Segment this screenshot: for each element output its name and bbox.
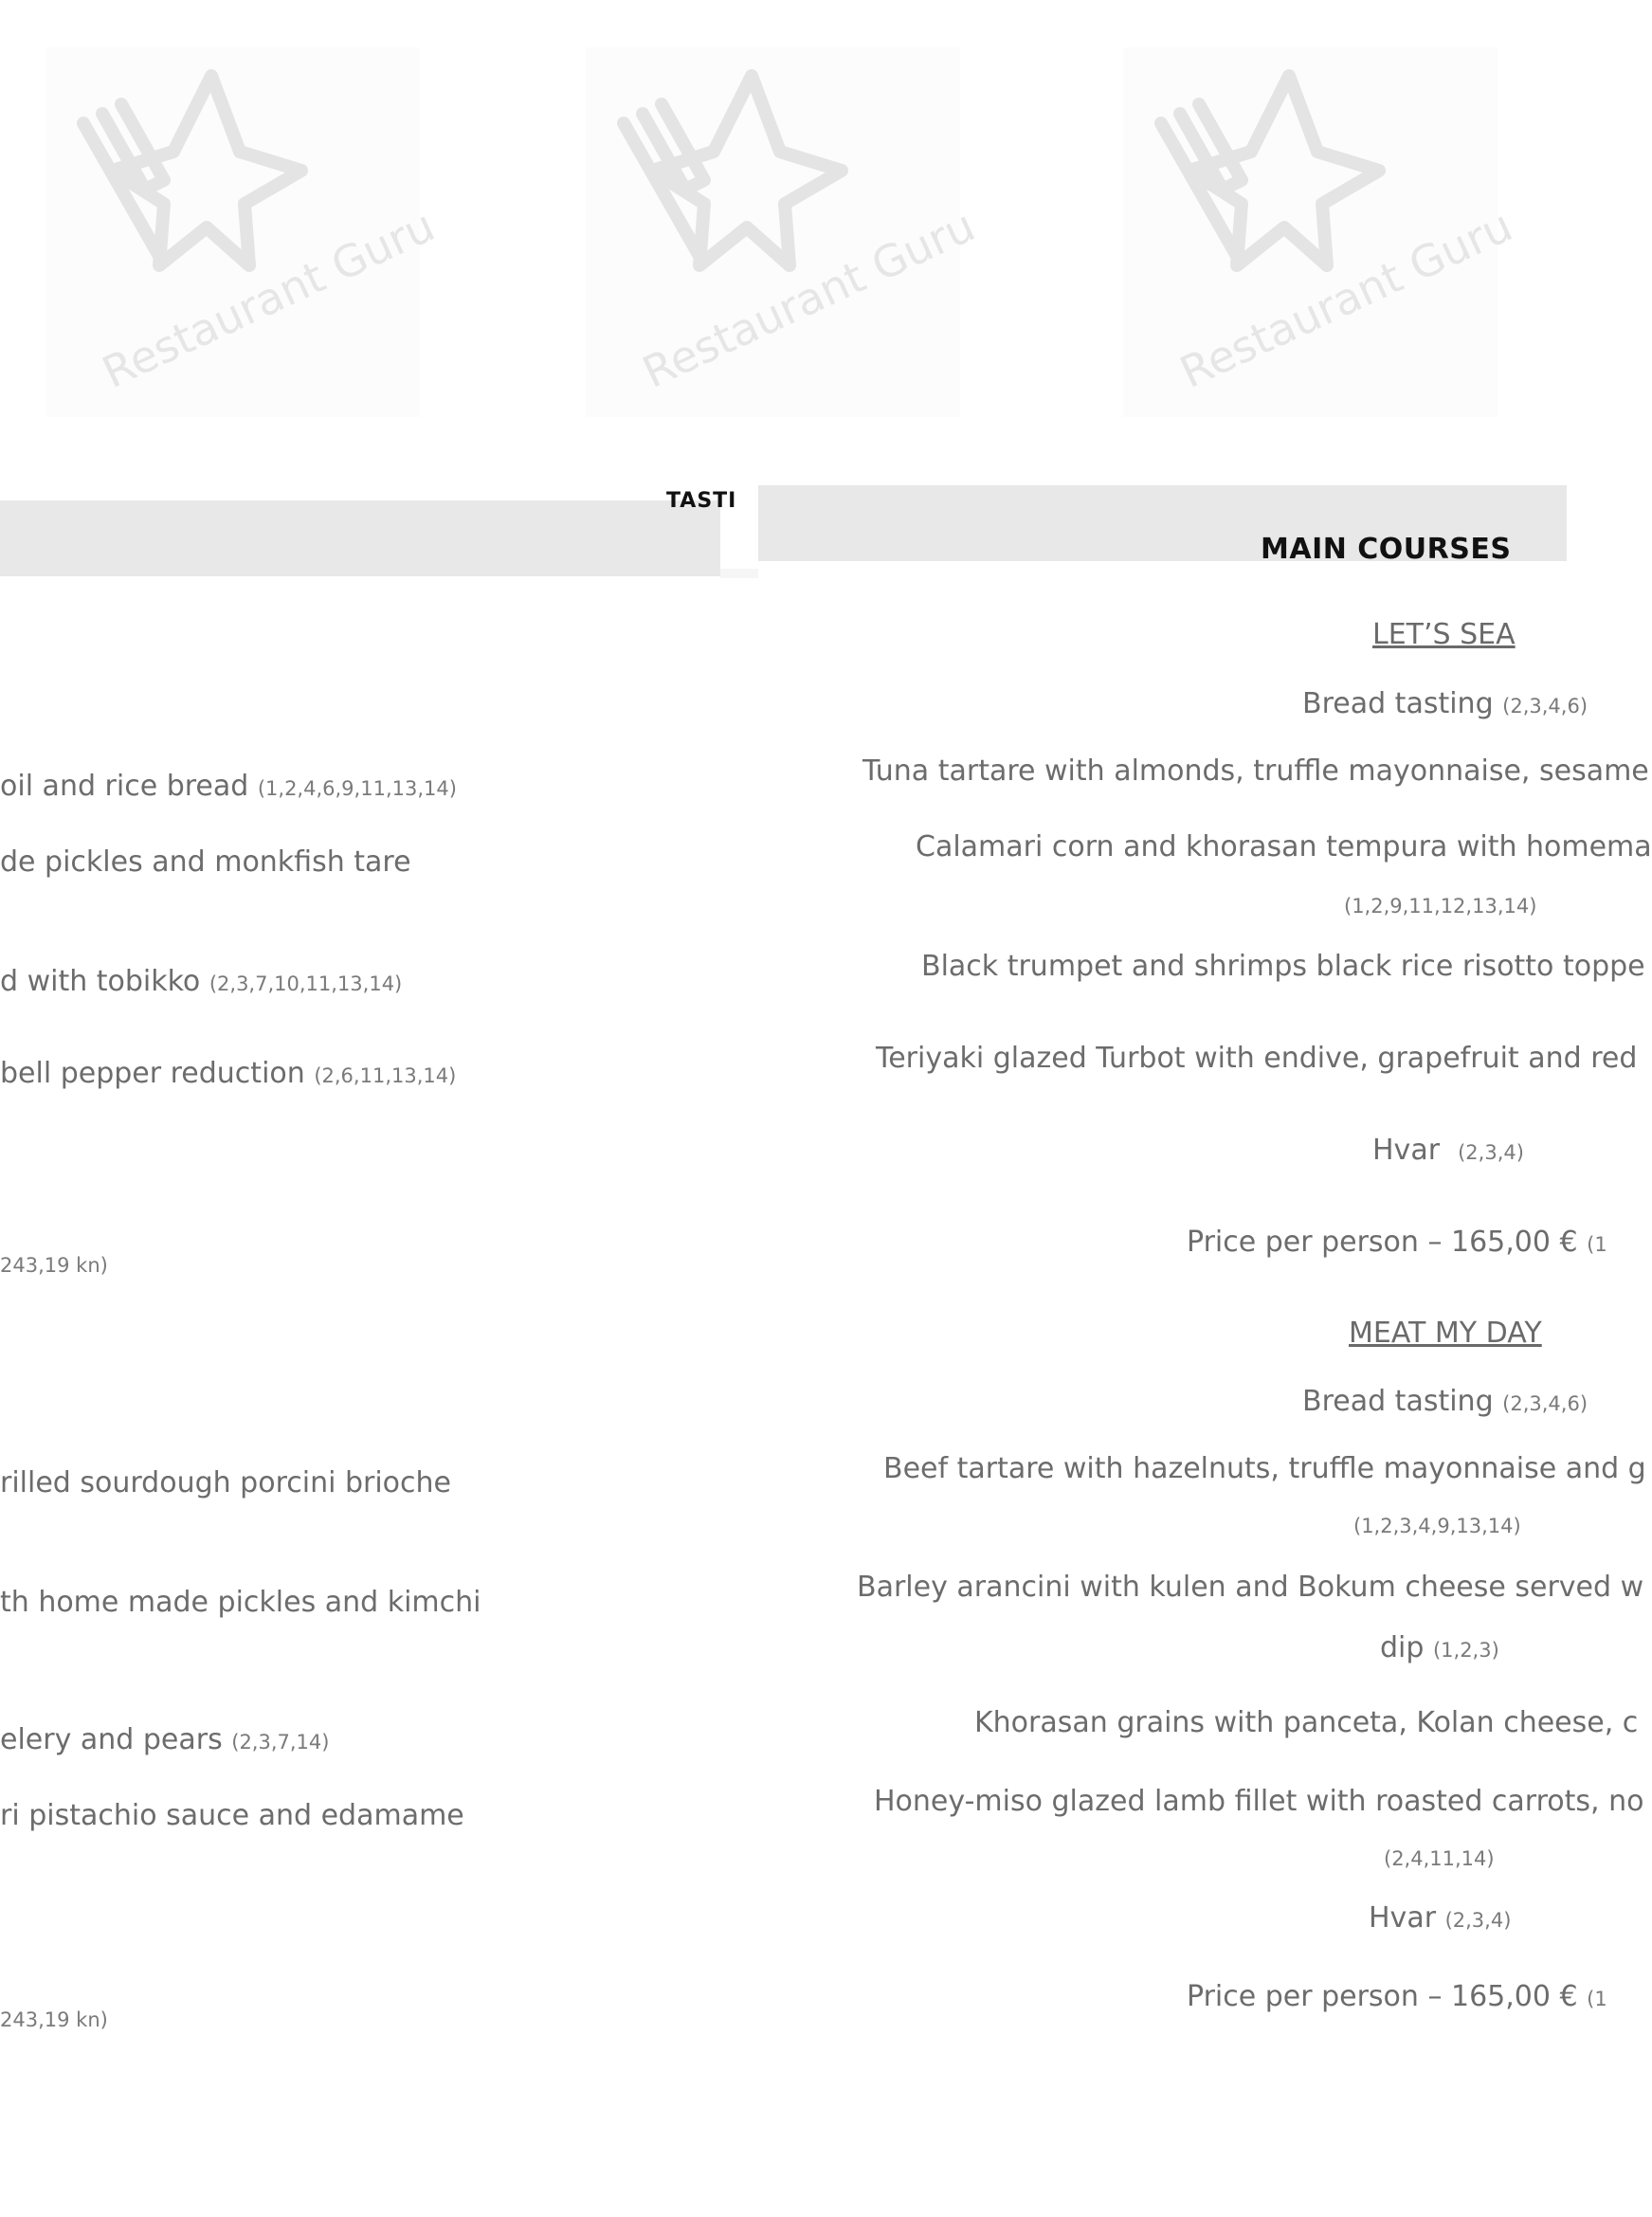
meat-hvar: Hvar (2,3,4) xyxy=(1369,1901,1512,1935)
meat-khorasan: Khorasan grains with panceta, Kolan cheese, c xyxy=(974,1706,1639,1739)
left-item-5: rilled sourdough porcini brioche xyxy=(0,1466,452,1499)
header-band-gap xyxy=(720,569,758,578)
meat-beef: Beef tartare with hazelnuts, truffle mayonnaise and g xyxy=(883,1452,1646,1485)
watermark-logo-1 xyxy=(45,47,443,417)
left-item-2: de pickles and monkfish tare xyxy=(0,845,411,879)
watermark-logo-3 xyxy=(1123,47,1520,417)
meat-arancini-line1: Barley arancini with kulen and Bokum cheese served w xyxy=(857,1571,1644,1604)
fork-star-icon xyxy=(83,76,301,265)
main-courses-heading: MAIN COURSES xyxy=(1261,533,1512,566)
sea-subheading: LET’S SEA xyxy=(1372,618,1516,651)
watermark-brand-text: Restaurant Guru xyxy=(1171,199,1520,398)
meat-lamb-allergens: (2,4,11,14) xyxy=(1384,1847,1495,1870)
header-band-left xyxy=(0,500,720,576)
meat-beef-allergens: (1,2,3,4,9,13,14) xyxy=(1353,1515,1521,1537)
sea-price: Price per person – 165,00 € (1 xyxy=(1187,1226,1607,1259)
sea-risotto: Black trumpet and shrimps black rice risotto toppe xyxy=(921,950,1645,983)
watermark-brand-text: Restaurant Guru xyxy=(634,199,983,398)
left-item-8: ri pistachio sauce and edamame xyxy=(0,1799,464,1832)
watermark-logo-2 xyxy=(586,47,983,417)
meat-subheading: MEAT MY DAY xyxy=(1349,1317,1542,1350)
sea-hvar: Hvar (2,3,4) xyxy=(1372,1134,1524,1167)
fork-star-icon xyxy=(624,76,842,265)
left-item-4: bell pepper reduction (2,6,11,13,14) xyxy=(0,1057,457,1090)
left-price-2: 243,19 kn) xyxy=(0,2008,108,2031)
fork-star-icon xyxy=(1161,76,1379,265)
sea-tuna: Tuna tartare with almonds, truffle mayonnaise, sesame xyxy=(862,754,1649,788)
left-item-7: elery and pears (2,3,7,14) xyxy=(0,1723,330,1756)
sea-calamari: Calamari corn and khorasan tempura with homema xyxy=(916,830,1652,863)
meat-lamb: Honey-miso glazed lamb fillet with roasted carrots, no xyxy=(874,1785,1644,1818)
watermark-brand-text: Restaurant Guru xyxy=(94,199,443,398)
meat-price: Price per person – 165,00 € (1 xyxy=(1187,1980,1607,2013)
sea-calamari-allergens: (1,2,9,11,12,13,14) xyxy=(1344,895,1537,918)
meat-arancini-line2: dip (1,2,3) xyxy=(1380,1631,1499,1664)
sea-turbot: Teriyaki glazed Turbot with endive, grapefruit and red xyxy=(876,1042,1638,1075)
meat-bread: Bread tasting (2,3,4,6) xyxy=(1302,1385,1588,1418)
sea-bread: Bread tasting (2,3,4,6) xyxy=(1302,687,1588,720)
left-item-6: th home made pickles and kimchi xyxy=(0,1586,481,1619)
left-item-3: d with tobikko (2,3,7,10,11,13,14) xyxy=(0,965,403,998)
left-price-1: 243,19 kn) xyxy=(0,1254,108,1277)
left-item-1: oil and rice bread (1,2,4,6,9,11,13,14) xyxy=(0,770,457,803)
page-title-fragment: TASTI xyxy=(666,489,737,513)
